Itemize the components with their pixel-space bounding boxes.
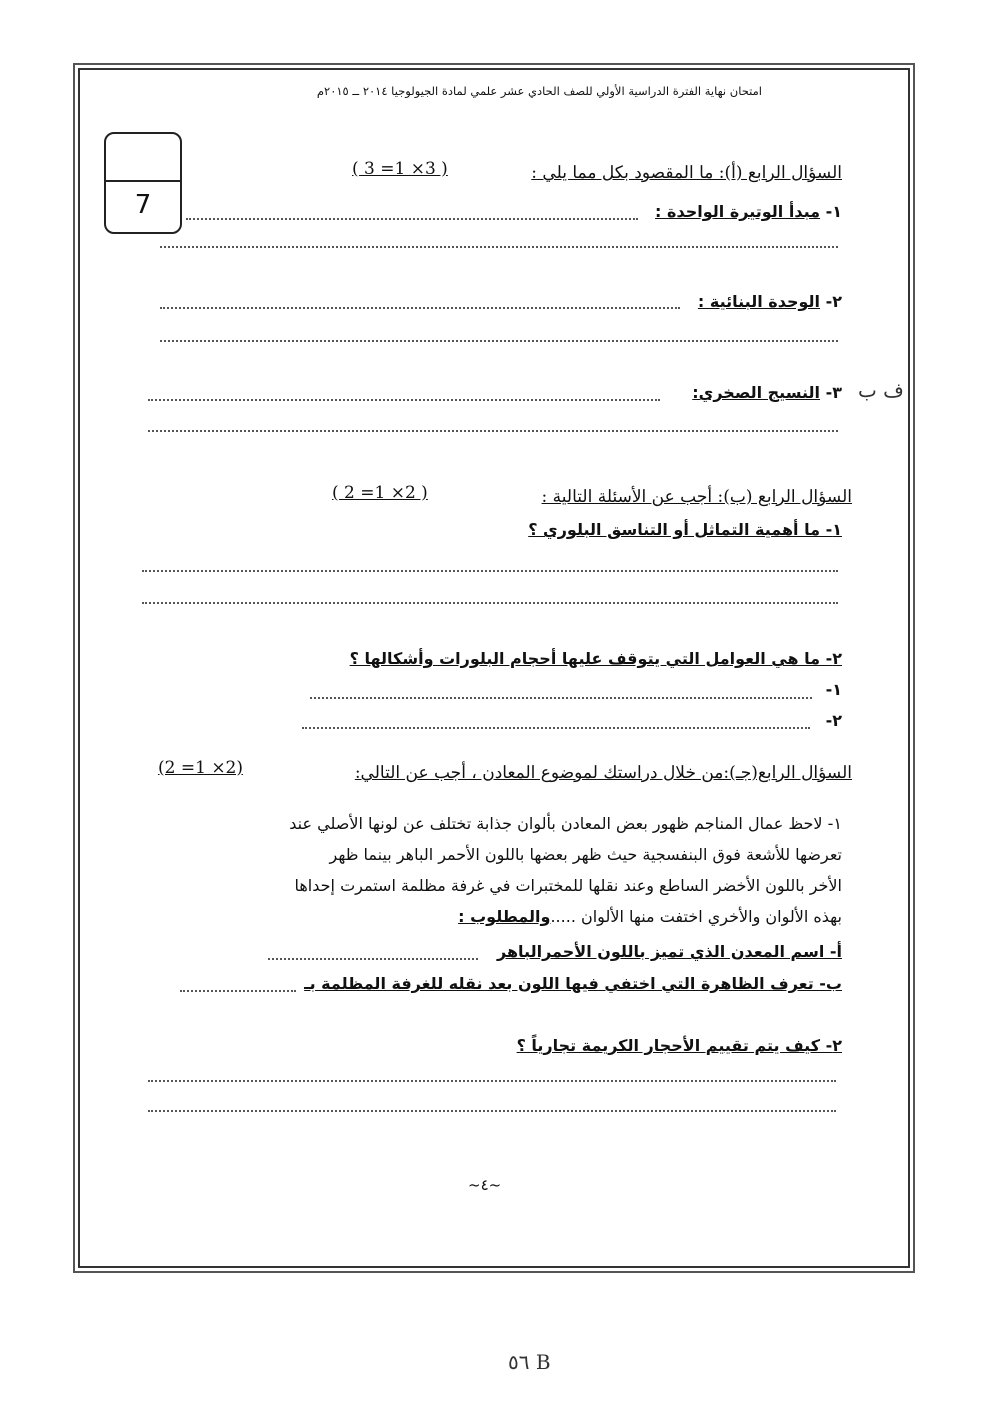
- q4b-marks: ( 2 =1 ×2 ): [332, 483, 428, 503]
- q4a-item-3-term: النسيج الصخري:: [692, 383, 821, 402]
- q4c-question-2-text: ٢- كيف يتم تقييم الأحجار الكريمة تجارياً ؟: [516, 1036, 842, 1055]
- score-box-divider: [104, 180, 182, 182]
- answer-line[interactable]: [148, 1110, 836, 1112]
- q4c-part-a: [497, 942, 842, 961]
- q4a-item-1-num: ١-: [825, 202, 842, 221]
- answer-line[interactable]: [186, 218, 638, 220]
- q4b-title: السؤال الرابع (ب): أجب عن الأسئلة التالية :: [541, 487, 852, 507]
- q4a-marks: ( 3 =1 ×3 ): [352, 159, 448, 179]
- answer-line[interactable]: [148, 1080, 836, 1082]
- answer-line[interactable]: [160, 246, 838, 248]
- answer-line[interactable]: [268, 958, 478, 960]
- score-box: [104, 132, 182, 234]
- score-value: 7: [134, 190, 152, 220]
- q4c-paragraph-line: بهذه الألوان والأخري اختفت منها الألوان .....: [550, 907, 842, 926]
- q4a-item-1-term: مبدأ الوتيرة الواحدة :: [655, 202, 821, 221]
- q4b-question-1: [528, 520, 842, 539]
- margin-note: ف ب: [858, 378, 904, 402]
- q4b-question-2-text: ٢- ما هي العوامل التي يتوقف عليها أحجام البلورات وأشكالها ؟: [349, 649, 842, 668]
- q4a-title: السؤال الرابع (أ): ما المقصود بكل مما يلي :: [531, 163, 842, 183]
- q4b-question-2: [350, 649, 842, 668]
- q4c-part-b: [304, 974, 842, 993]
- q4a-item-2-num: ٢-: [825, 292, 842, 311]
- q4c-marks: (2 =1 ×2): [158, 758, 244, 778]
- exam-header: امتحان نهاية الفترة الدراسية الأولي للصف الحادي عشر علمي لمادة الجيولوجيا ٢٠١٤ ــ ٢٠١٥م: [316, 84, 762, 98]
- q4a-item-2-term: الوحدة البنائية :: [697, 292, 821, 311]
- answer-line[interactable]: [148, 430, 838, 432]
- q4a-item-1: [655, 202, 842, 221]
- q4a-item-2: [698, 292, 842, 311]
- answer-line[interactable]: [160, 340, 838, 342]
- answer-line[interactable]: [180, 990, 296, 992]
- q4b-sub-2: ٢-: [825, 711, 842, 730]
- answer-line[interactable]: [310, 697, 812, 699]
- answer-line[interactable]: [142, 602, 838, 604]
- answer-line[interactable]: [142, 570, 838, 572]
- answer-line[interactable]: [148, 399, 660, 401]
- footer-handwritten-note: ٥٦ B: [508, 1350, 551, 1374]
- answer-line[interactable]: [302, 727, 810, 729]
- q4c-paragraph-line: الأخر باللون الأخضر الساطع وعند نقلها للمختبرات في غرفة مظلمة استمرت إحداها: [294, 876, 842, 895]
- q4c-title: السؤال الرابع(جـ):من خلال دراستك لموضوع المعادن ، أجب عن التالي:: [354, 763, 852, 783]
- q4a-item-3-num: ٣-: [825, 383, 842, 402]
- q4c-required-label: والمطلوب :: [458, 907, 551, 926]
- q4c-paragraph-line: ١- لاحظ عمال المناجم ظهور بعض المعادن بألوان جذابة تختلف عن لونها الأصلي عند: [289, 814, 842, 833]
- q4c-question-2: [517, 1036, 842, 1055]
- q4c-part-a-text: أ- اسم المعدن الذي تميز باللون الأحمرالباهر: [496, 942, 842, 961]
- q4b-sub-1: ١-: [825, 680, 842, 699]
- page-frame: [78, 68, 910, 1268]
- answer-line[interactable]: [160, 307, 680, 309]
- q4a-item-3: [692, 383, 842, 402]
- q4c-part-b-text: ب- تعرف الظاهرة التي اختفي فيها اللون بعد نقله للغرفة المظلمة بـ: [304, 974, 842, 993]
- q4c-paragraph-last: [458, 901, 842, 932]
- q4c-paragraph-line: تعرضها للأشعة فوق البنفسجية حيث ظهر بعضها باللون الأحمر الباهر بينما ظهر: [329, 845, 842, 864]
- q4b-question-1-text: ١- ما أهمية التماثل أو التناسق البلوري ؟: [528, 520, 842, 539]
- page-number: ~٤~: [468, 1176, 502, 1194]
